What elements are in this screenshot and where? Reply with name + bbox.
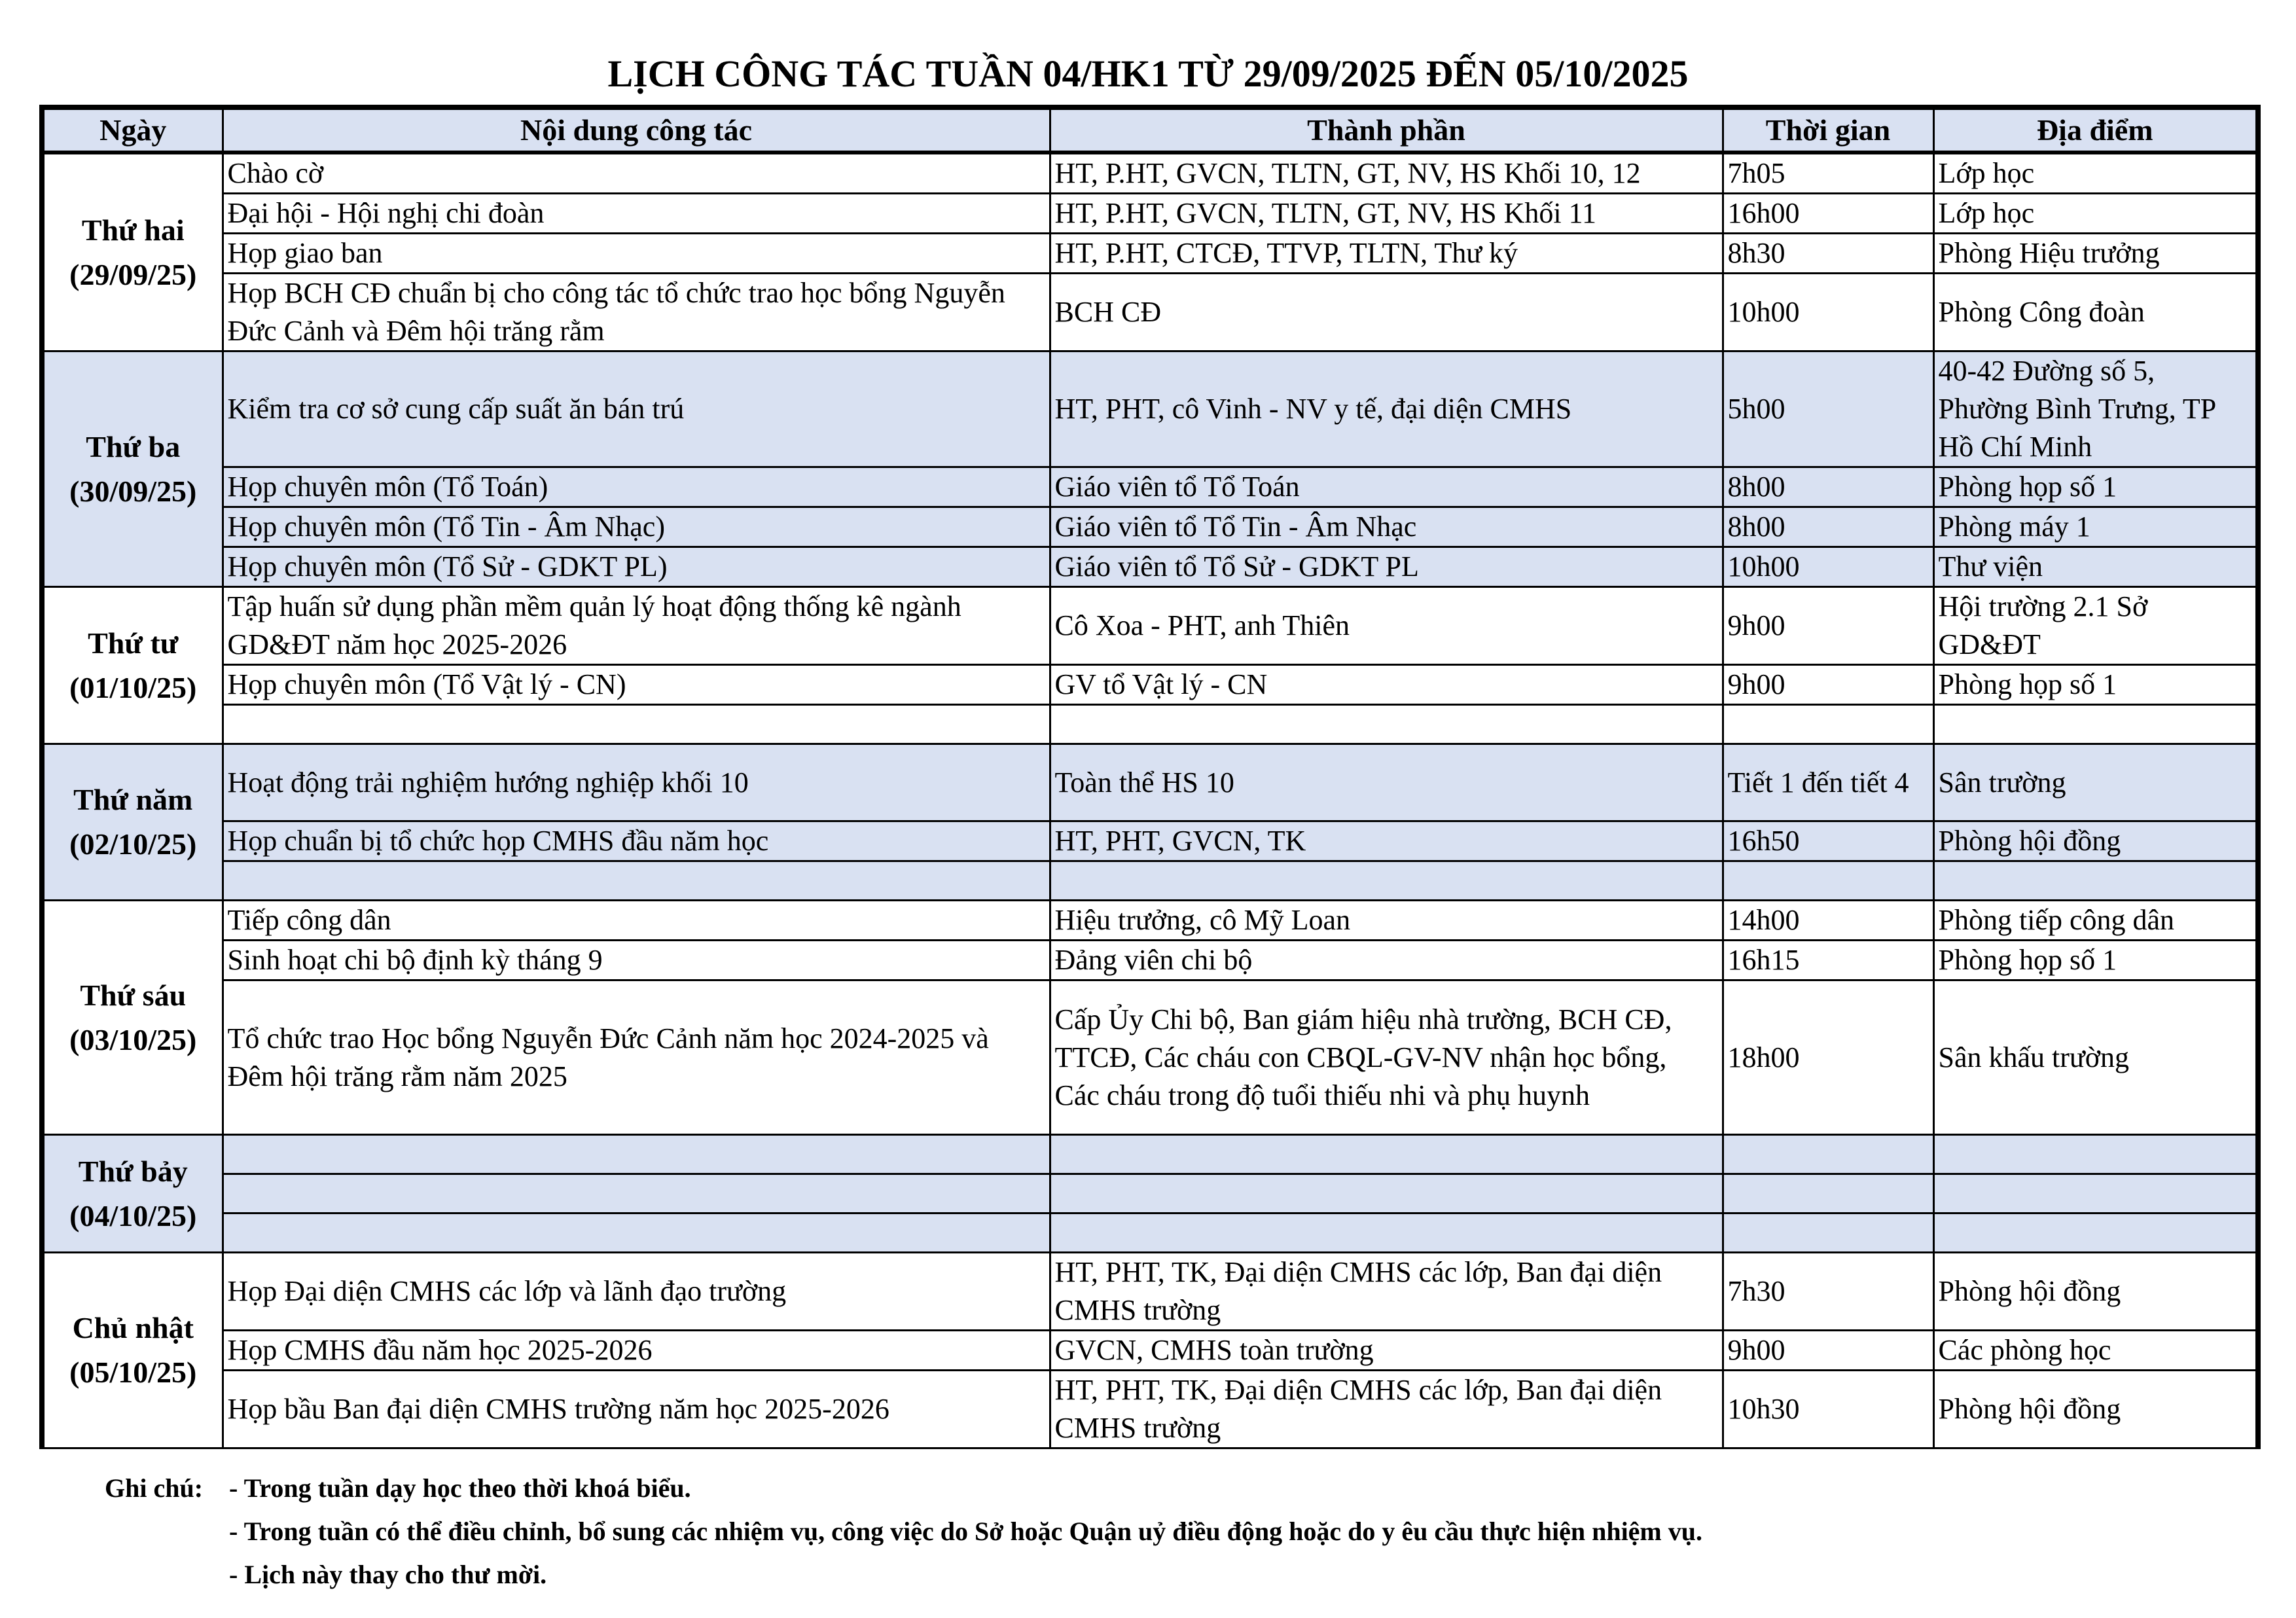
time-cell: 9h00 [1723,665,1933,705]
time-cell: 8h00 [1723,507,1933,547]
location-cell [1933,1135,2258,1174]
location-cell: Phòng họp số 1 [1933,467,2258,507]
note-item [105,1509,1702,1553]
table-row [42,153,2258,194]
content-cell: Họp bầu Ban đại diện CMHS trường năm học 2025-2026 [223,1371,1050,1448]
content-cell: Họp chuyên môn (Tổ Vật lý - CN) [223,665,1050,705]
day-date: (01/10/25) [69,670,197,704]
day-group-wednesday [42,587,2258,744]
content-cell: Đại hội - Hội nghị chi đoàn [223,194,1050,234]
content-cell: Họp BCH CĐ chuẩn bị cho công tác tổ chức trao học bổng Nguyễn Đức Cảnh và Đêm hội trăng rằm [223,274,1050,351]
time-cell: 16h50 [1723,821,1933,861]
content-cell: Hoạt động trải nghiệm hướng nghiệp khối 10 [223,744,1050,821]
content-cell: Kiểm tra cơ sở cung cấp suất ăn bán trú [223,351,1050,467]
content-cell: Họp chuyên môn (Tổ Tin - Âm Nhạc) [223,507,1050,547]
schedule-table [39,105,2261,1449]
participants-cell: Cấp Ủy Chi bộ, Ban giám hiệu nhà trường, BCH CĐ, TTCĐ, Các cháu con CBQL-GV-NV nhận học bổng, Các cháu trong độ tuổi thiếu nhi và phụ huynh [1050,980,1723,1135]
table-row [42,665,2258,705]
participants-cell: BCH CĐ [1050,274,1723,351]
header-participants: Thành phần [1050,107,1723,153]
table-row [42,821,2258,861]
table-row [42,1214,2258,1253]
day-date: (04/10/25) [69,1198,197,1232]
time-cell [1723,1174,1933,1214]
location-cell: Lớp học [1933,153,2258,194]
page-title: LỊCH CÔNG TÁC TUẦN 04/HK1 TỪ 29/09/2025 ĐẾN 05/10/2025 [607,52,1689,95]
participants-cell: Đảng viên chi bộ [1050,941,1723,980]
location-cell: Các phòng học [1933,1331,2258,1371]
time-cell: 14h00 [1723,901,1933,941]
content-cell [223,861,1050,901]
day-group-tuesday [42,351,2258,587]
participants-cell [1050,705,1723,744]
participants-cell: HT, P.HT, CTCĐ, TTVP, TLTN, Thư ký [1050,234,1723,274]
time-cell: 10h30 [1723,1371,1933,1448]
table-row [42,507,2258,547]
location-cell: Phòng hội đồng [1933,821,2258,861]
table-row [42,1371,2258,1448]
participants-cell: GVCN, CMHS toàn trường [1050,1331,1723,1371]
participants-cell: Giáo viên tổ Tổ Toán [1050,467,1723,507]
day-name: Thứ tư [88,626,179,660]
location-cell: Phòng họp số 1 [1933,941,2258,980]
day-cell [42,901,223,1135]
participants-cell [1050,1214,1723,1253]
day-name: Thứ sáu [80,978,187,1012]
participants-cell: Giáo viên tổ Tổ Sử - GDKT PL [1050,547,1723,587]
table-row [42,901,2258,941]
participants-cell: HT, P.HT, GVCN, TLTN, GT, NV, HS Khối 11 [1050,194,1723,234]
table-row [42,587,2258,665]
participants-cell [1050,861,1723,901]
day-name: Thứ hai [81,213,185,247]
time-cell: 10h00 [1723,274,1933,351]
table-row [42,1135,2258,1174]
participants-cell: Giáo viên tổ Tổ Tin - Âm Nhạc [1050,507,1723,547]
location-cell: Phòng hội đồng [1933,1253,2258,1331]
day-group-sunday [42,1253,2258,1448]
table-row [42,1331,2258,1371]
day-cell [42,1253,223,1448]
day-cell [42,587,223,744]
content-cell: Họp chuyên môn (Tổ Sử - GDKT PL) [223,547,1050,587]
location-cell: Phòng Hiệu trưởng [1933,234,2258,274]
table-row [42,941,2258,980]
notes-section [105,1466,1702,1596]
day-group-thursday [42,744,2258,901]
location-cell: Phòng tiếp công dân [1933,901,2258,941]
table-row [42,274,2258,351]
time-cell: 10h00 [1723,547,1933,587]
table-row [42,547,2258,587]
day-group-monday [42,153,2258,351]
table-row [42,1174,2258,1214]
day-name: Thứ bảy [78,1154,188,1188]
location-cell: Phòng họp số 1 [1933,665,2258,705]
content-cell: Họp chuyên môn (Tổ Toán) [223,467,1050,507]
location-cell: Phòng Công đoàn [1933,274,2258,351]
location-cell [1933,1214,2258,1253]
participants-cell: HT, PHT, TK, Đại diện CMHS các lớp, Ban đại diện CMHS trường [1050,1371,1723,1448]
content-cell: Họp giao ban [223,234,1050,274]
time-cell: 9h00 [1723,587,1933,665]
day-cell [42,351,223,587]
participants-cell: HT, PHT, cô Vinh - NV y tế, đại diện CMHS [1050,351,1723,467]
content-cell: Họp Đại diện CMHS các lớp và lãnh đạo trường [223,1253,1050,1331]
time-cell: 18h00 [1723,980,1933,1135]
table-row [42,861,2258,901]
location-cell [1933,1174,2258,1214]
time-cell [1723,861,1933,901]
day-date: (30/09/25) [69,474,197,508]
participants-cell: HT, PHT, TK, Đại diện CMHS các lớp, Ban đại diện CMHS trường [1050,1253,1723,1331]
location-cell: 40-42 Đường số 5, Phường Bình Trưng, TP Hồ Chí Minh [1933,351,2258,467]
day-name: Chủ nhật [72,1311,194,1344]
location-cell: Phòng hội đồng [1933,1371,2258,1448]
table-row [42,467,2258,507]
content-cell: Tập huấn sử dụng phần mềm quản lý hoạt động thống kê ngành GD&ĐT năm học 2025-2026 [223,587,1050,665]
time-cell: 16h00 [1723,194,1933,234]
participants-cell: Cô Xoa - PHT, anh Thiên [1050,587,1723,665]
location-cell [1933,861,2258,901]
content-cell: Tiếp công dân [223,901,1050,941]
content-cell: Họp CMHS đầu năm học 2025-2026 [223,1331,1050,1371]
time-cell [1723,1135,1933,1174]
note-item [105,1553,1702,1596]
day-cell [42,153,223,351]
day-cell [42,744,223,901]
participants-cell: Hiệu trưởng, cô Mỹ Loan [1050,901,1723,941]
day-name: Thứ ba [86,429,181,463]
location-cell: Lớp học [1933,194,2258,234]
table-row [42,980,2258,1135]
content-cell: Sinh hoạt chi bộ định kỳ tháng 9 [223,941,1050,980]
day-cell [42,1135,223,1253]
day-date: (05/10/25) [69,1356,197,1389]
table-row [42,194,2258,234]
header-day: Ngày [42,107,223,153]
header-content: Nội dung công tác [223,107,1050,153]
note-text: - Lịch này thay cho thư mời. [229,1559,547,1589]
time-cell: 8h30 [1723,234,1933,274]
participants-cell: Toàn thể HS 10 [1050,744,1723,821]
participants-cell [1050,1174,1723,1214]
content-cell [223,1135,1050,1174]
participants-cell [1050,1135,1723,1174]
time-cell: 9h00 [1723,1331,1933,1371]
header-time: Thời gian [1723,107,1933,153]
table-row [42,744,2258,821]
time-cell [1723,1214,1933,1253]
content-cell: Tổ chức trao Học bổng Nguyễn Đức Cảnh năm học 2024-2025 và Đêm hội trăng rằm năm 2025 [223,980,1050,1135]
day-group-friday [42,901,2258,1135]
note-text: - Trong tuần dạy học theo thời khoá biểu. [229,1473,691,1503]
content-cell [223,1214,1050,1253]
location-cell: Sân khấu trường [1933,980,2258,1135]
location-cell: Thư viện [1933,547,2258,587]
time-cell: Tiết 1 đến tiết 4 [1723,744,1933,821]
table-row [42,234,2258,274]
content-cell [223,1174,1050,1214]
header-location: Địa điểm [1933,107,2258,153]
time-cell: 7h05 [1723,153,1933,194]
location-cell: Sân trường [1933,744,2258,821]
content-cell: Chào cờ [223,153,1050,194]
time-cell [1723,705,1933,744]
location-cell: Hội trường 2.1 Sở GD&ĐT [1933,587,2258,665]
header-row [42,107,2258,153]
time-cell: 7h30 [1723,1253,1933,1331]
content-cell: Họp chuẩn bị tổ chức họp CMHS đầu năm học [223,821,1050,861]
participants-cell: GV tổ Vật lý - CN [1050,665,1723,705]
day-group-saturday [42,1135,2258,1253]
time-cell: 16h15 [1723,941,1933,980]
note-item [105,1466,1702,1509]
content-cell [223,705,1050,744]
participants-cell: HT, PHT, GVCN, TK [1050,821,1723,861]
table-row [42,1253,2258,1331]
note-text: - Trong tuần có thể điều chỉnh, bổ sung các nhiệm vụ, công việc do Sở hoặc Quận uỷ điều động hoặc do y êu cầu thực hiện nhiệm vụ. [229,1516,1702,1546]
location-cell [1933,705,2258,744]
location-cell: Phòng máy 1 [1933,507,2258,547]
day-name: Thứ năm [73,783,193,816]
table-row [42,705,2258,744]
table-row [42,351,2258,467]
day-date: (29/09/25) [69,257,197,291]
participants-cell: HT, P.HT, GVCN, TLTN, GT, NV, HS Khối 10, 12 [1050,153,1723,194]
time-cell: 8h00 [1723,467,1933,507]
day-date: (02/10/25) [69,827,197,861]
time-cell: 5h00 [1723,351,1933,467]
day-date: (03/10/25) [69,1022,197,1056]
notes-label: Ghi chú: [105,1473,204,1503]
